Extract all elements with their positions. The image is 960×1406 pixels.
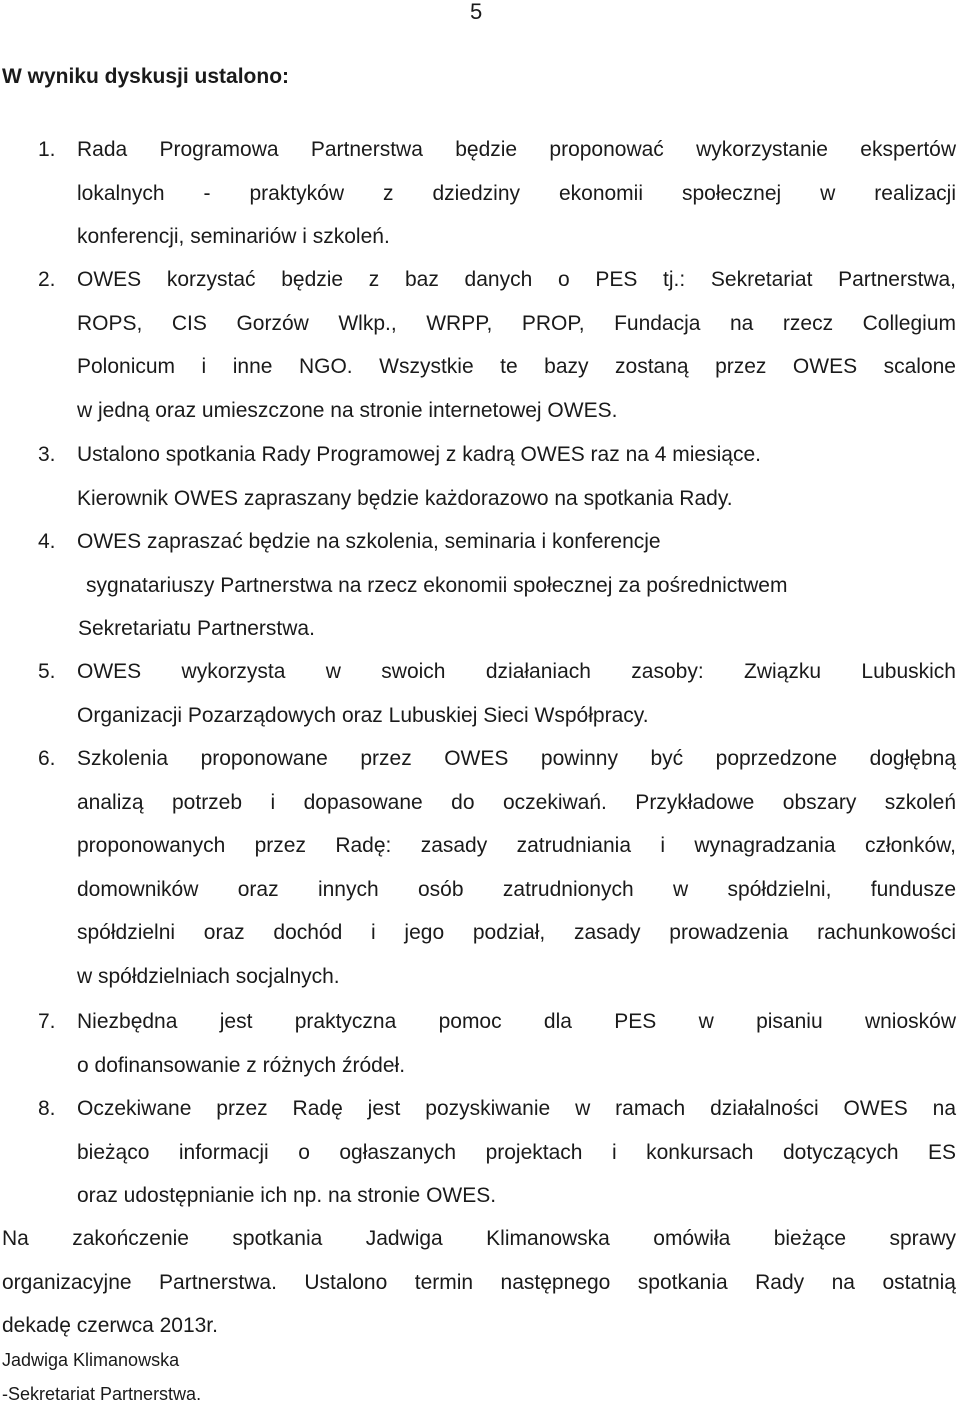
closing-paragraph	[2, 1217, 956, 1348]
text-line: Organizacji Pozarządowych oraz Lubuskiej Sieci Współpracy.	[77, 703, 649, 727]
text-line: sygnatariuszy Partnerstwa na rzecz ekonomii społecznej za pośrednictwem	[86, 573, 788, 597]
text-line: Sekretariatu Partnerstwa.	[78, 617, 315, 640]
list-item-text	[77, 650, 956, 737]
text-line: spółdzielni oraz dochód i jego podział, zasady prowadzenia rachunkowości	[77, 921, 956, 945]
list-item-text	[77, 737, 956, 999]
list-item-number: 6.	[38, 747, 56, 770]
text-line: OWES zapraszać będzie na szkolenia, seminaria i konferencje	[77, 530, 661, 553]
list-item-number: 7.	[38, 1010, 56, 1033]
text-line: ROPS, CIS Gorzów Wlkp., WRPP, PROP, Fundacja na rzecz Collegium	[77, 311, 956, 335]
text-line: Niezbędna jest praktyczna pomoc dla PES w pisaniu wniosków	[77, 1010, 956, 1033]
text-line: organizacyjne Partnerstwa. Ustalono termin następnego spotkania Rady na ostatnią	[2, 1270, 956, 1294]
text-line: OWES korzystać będzie z baz danych o PES tj.: Sekretariat Partnerstwa,	[77, 268, 956, 291]
text-line: w spółdzielniach socjalnych.	[77, 964, 340, 988]
text-line: Na zakończenie spotkania Jadwiga Klimanowska omówiła bieżące sprawy	[2, 1227, 956, 1250]
text-line: Oczekiwane przez Radę jest pozyskiwanie w ramach działalności OWES na	[77, 1097, 956, 1120]
text-line: w jedną oraz umieszczone na stronie internetowej OWES.	[77, 398, 618, 422]
list-item-text	[77, 433, 956, 520]
list-item-number: 5.	[38, 660, 56, 683]
text-line: analizą potrzeb i dopasowane do oczekiwań. Przykładowe obszary szkoleń	[77, 790, 956, 814]
text-line: Szkolenia proponowane przez OWES powinny być poprzedzone dogłębną	[77, 747, 956, 770]
text-line: o dofinansowanie z różnych źródeł.	[77, 1053, 406, 1077]
page-number: 5	[470, 0, 483, 24]
list-item-text	[77, 1000, 956, 1087]
list-item-number: 2.	[38, 268, 56, 291]
list-item-text	[77, 1087, 956, 1218]
text-line: proponowanych przez Radę: zasady zatrudniania i wynagradzania członków,	[77, 834, 956, 858]
text-line: Ustalono spotkania Rady Programowej z kadrą OWES raz na 4 miesiące.	[77, 443, 761, 466]
list-item-text	[77, 520, 956, 651]
list-item-number: 3.	[38, 443, 56, 466]
text-line: Rada Programowa Partnerstwa będzie proponować wykorzystanie ekspertów	[77, 138, 956, 161]
section-heading: W wyniku dyskusji ustalono:	[2, 65, 290, 88]
text-line: lokalnych - praktyków z dziedziny ekonomii społecznej w realizacji	[77, 181, 956, 205]
text-line: oraz udostępnianie ich np. na stronie OWES.	[77, 1184, 497, 1207]
list-item-text	[77, 128, 956, 259]
list-item-number: 8.	[38, 1097, 56, 1120]
list-item-text	[77, 258, 956, 432]
list-item-number: 4.	[38, 530, 56, 553]
text-line: OWES wykorzysta w swoich działaniach zasoby: Związku Lubuskich	[77, 660, 956, 683]
text-line: Polonicum i inne NGO. Wszystkie te bazy zostaną przez OWES scalone	[77, 355, 956, 378]
text-line: Kierownik OWES zapraszany będzie każdorazowo na spotkania Rady.	[77, 486, 733, 510]
text-line: dekadę czerwca 2013r.	[2, 1314, 218, 1337]
text-line: konferencji, seminariów i szkoleń.	[77, 225, 390, 248]
signature-name: Jadwiga Klimanowska	[2, 1350, 180, 1370]
text-line: bieżąco informacji o ogłaszanych projektach i konkursach dotyczących ES	[77, 1140, 956, 1164]
list-item-number: 1.	[38, 138, 56, 161]
text-line: domowników oraz innych osób zatrudnionych w spółdzielni, fundusze	[77, 877, 956, 901]
signature-role: -Sekretariat Partnerstwa.	[2, 1384, 202, 1404]
